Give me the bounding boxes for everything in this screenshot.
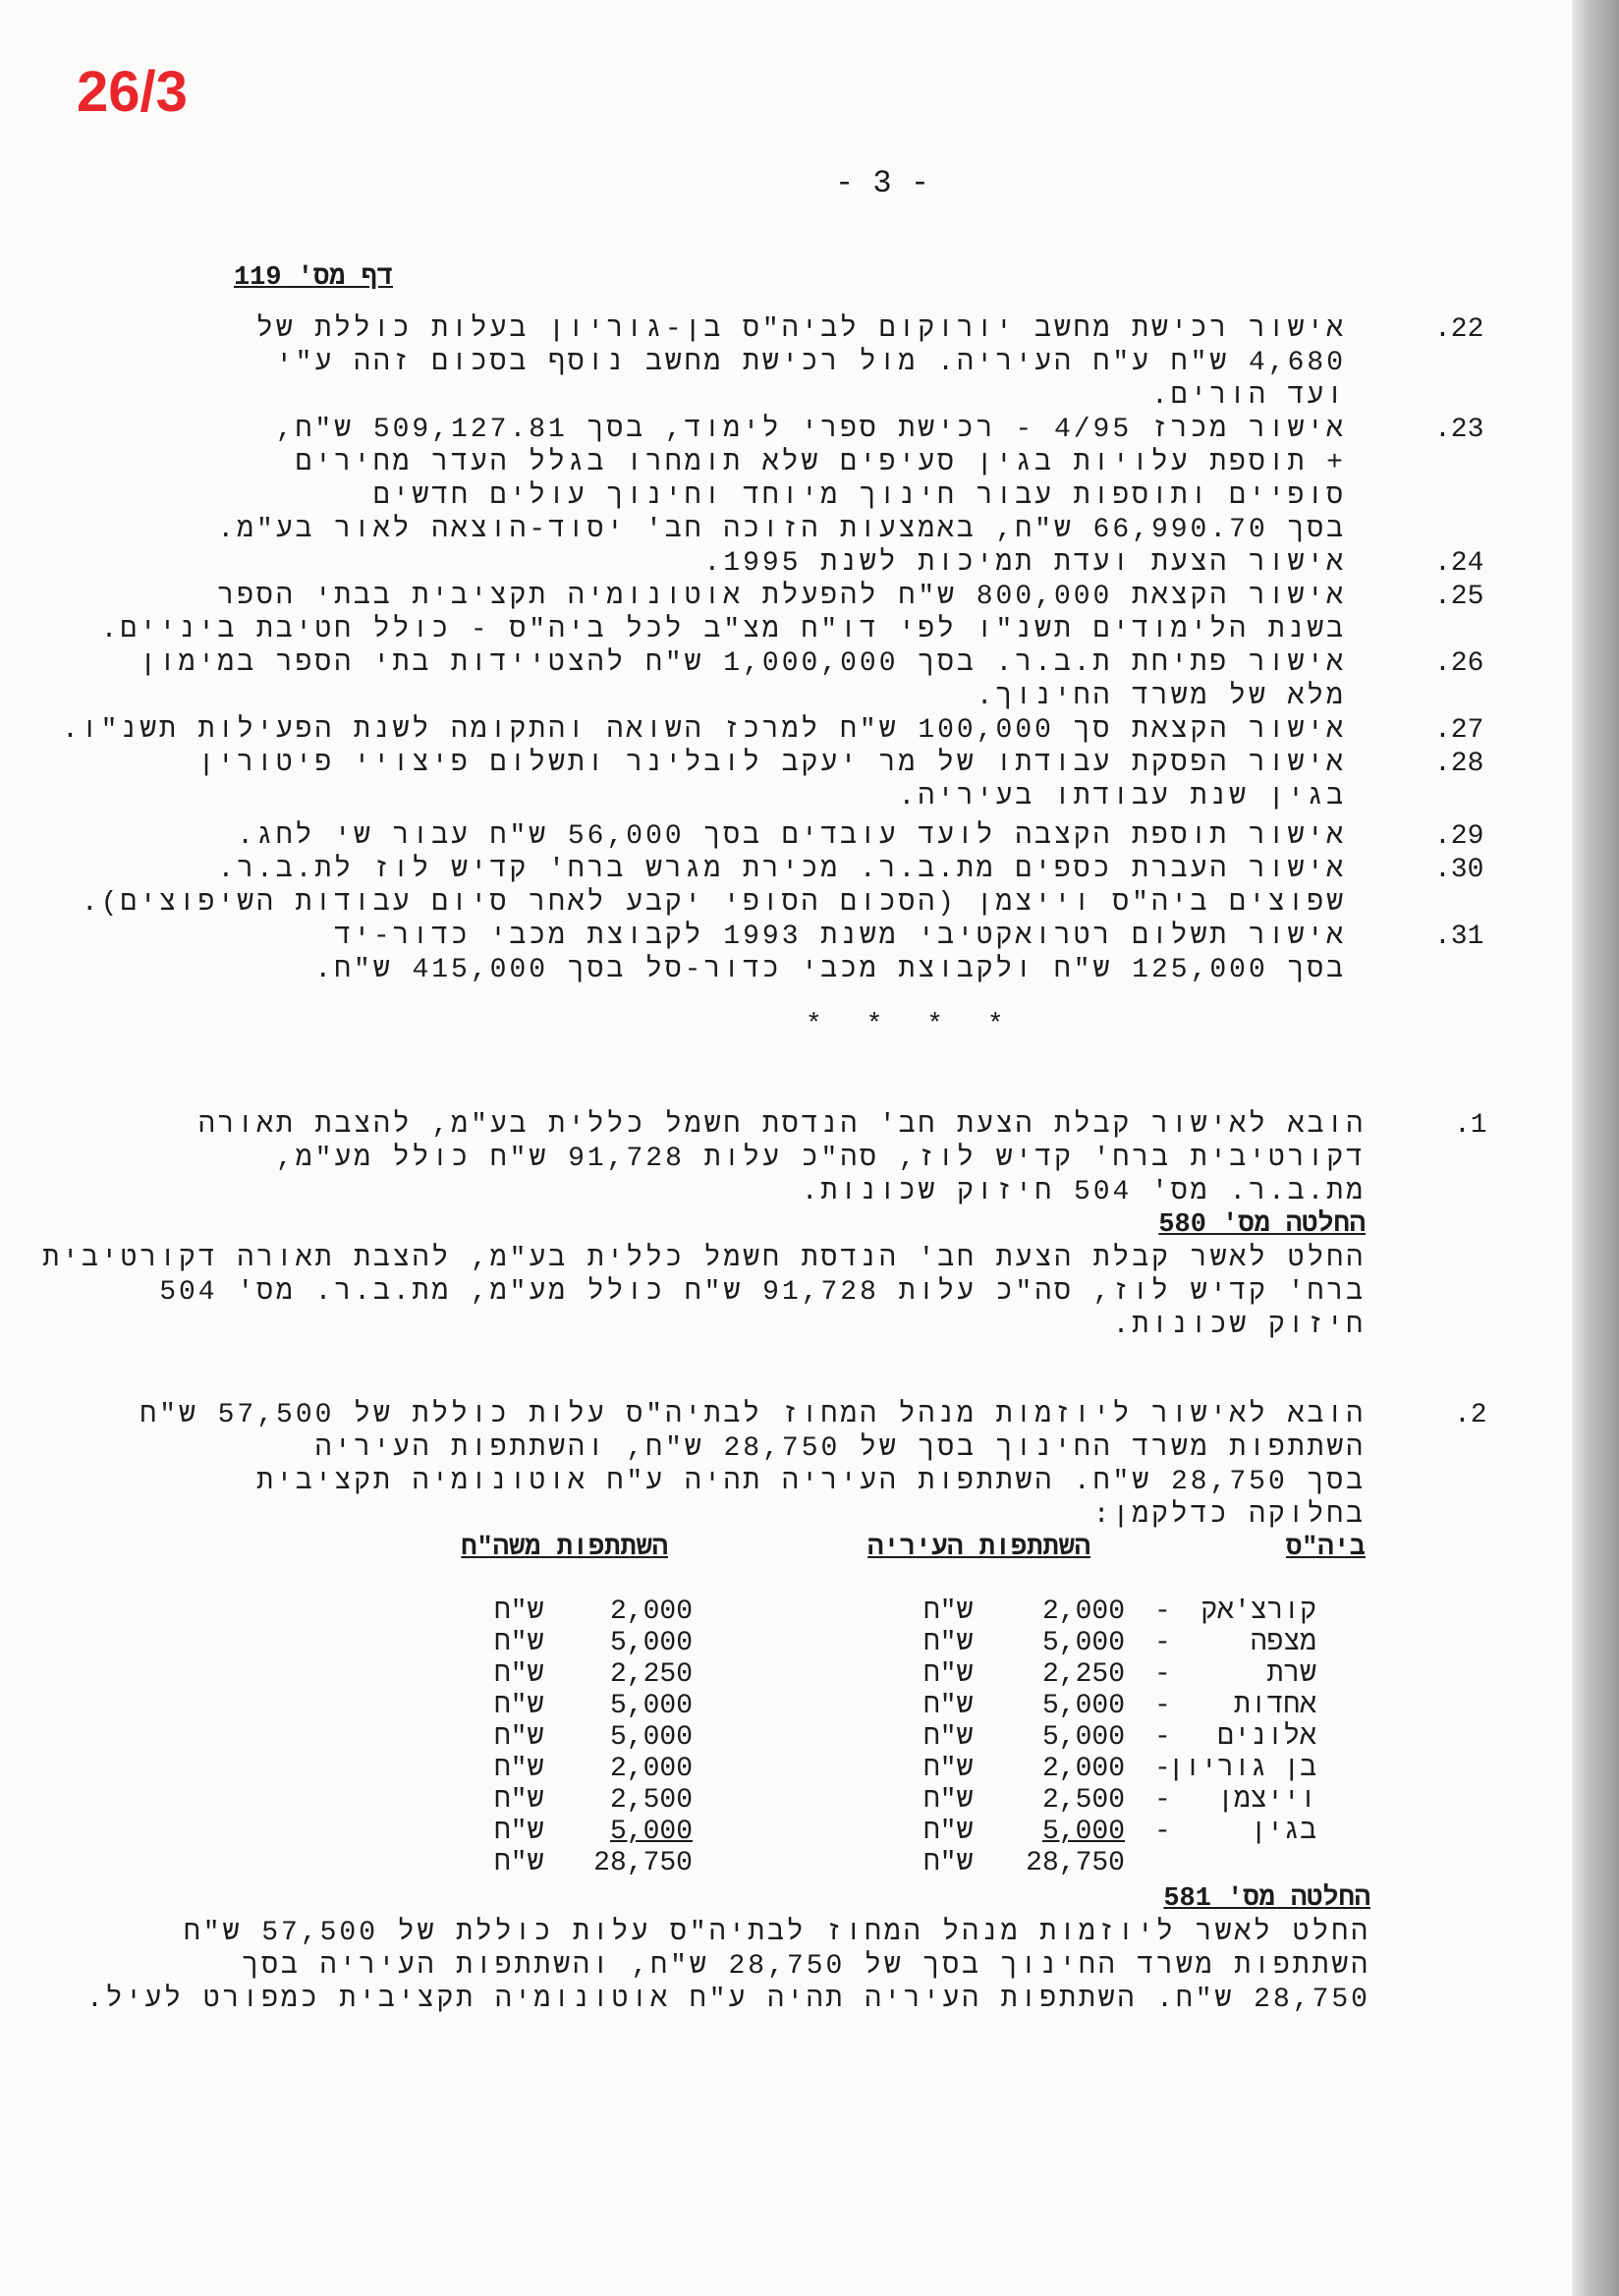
city-amount: 2,250	[1041, 1659, 1125, 1690]
school-name: בן גוריון	[1167, 1754, 1316, 1784]
section2-line: בסך 28,750 ש"ח. השתתפות העיריה תהיה ע"ח אוטונומיה תקציבית	[256, 1467, 1366, 1497]
ministry-currency: ש"ח	[494, 1754, 544, 1784]
item-line: אישור מכרז 4/95 - רכישת ספרי לימוד, בסך 509,127.81 ש"ח,	[275, 415, 1346, 445]
item-line: בסך 66,990.70 ש"ח, באמצעות הזוכה חב' יסוד-הוצאה לאור בע"מ.	[217, 515, 1346, 545]
ministry-currency: ש"ח	[494, 1628, 544, 1658]
item-line: ועד הורים.	[1150, 381, 1346, 412]
col-school-header: ביה"ס	[1285, 1534, 1366, 1563]
city-currency: ש"ח	[923, 1817, 974, 1847]
item-line: אישור תשלום רטרואקטיבי משנת 1993 לקבוצת מכבי כדור-יד	[334, 922, 1346, 952]
item-number: .25	[1434, 582, 1484, 612]
ministry-amount: 2,000	[609, 1596, 693, 1627]
school-name: אחדות	[1233, 1691, 1316, 1721]
school-name: מצפה	[1250, 1628, 1316, 1658]
col-city-header: השתתפות העיריה	[867, 1534, 1090, 1563]
ministry-amount: 2,000	[609, 1754, 693, 1784]
item-line: אישור הקצאת סך 100,000 ש"ח למרכז השואה והתקומה לשנת הפעילות תשנ"ו.	[62, 715, 1346, 746]
item-line: אישור העברת כספים מת.ב.ר. מכירת מגרש ברח' קדיש לוז לת.ב.ר.	[217, 855, 1346, 885]
city-currency: ש"ח	[923, 1628, 974, 1658]
school-name: וייצמן	[1217, 1785, 1316, 1816]
ministry-total: 28,750	[593, 1848, 693, 1878]
item-line: אישור הקצאת 800,000 ש"ח להפעלת אוטונומיה תקציבית בבתי הספר	[217, 582, 1346, 612]
ministry-amount: 5,000	[609, 1817, 693, 1847]
decision-580-line: חיזוק שכונות.	[1112, 1311, 1366, 1341]
city-amount: 5,000	[1041, 1722, 1125, 1753]
decision-581-heading: החלטה מס' 581	[1163, 1884, 1370, 1914]
decision-581-line: החלט לאשר ליוזמות מנהל המחוז לבתיה"ס עלות כוללת של 57,500 ש"ח	[184, 1918, 1370, 1948]
ministry-currency: ש"ח	[494, 1659, 544, 1690]
item-line: בגין שנת עבודתו בעיריה.	[898, 782, 1346, 812]
city-amount: 2,000	[1041, 1754, 1125, 1784]
col-ministry-header: השתתפות משה"ח	[461, 1534, 668, 1563]
item-line: אישור הפסקת עבודתו של מר יעקב לובלינר ותשלום פיצויי פיטורין	[197, 749, 1346, 779]
ministry-amount: 5,000	[609, 1628, 693, 1658]
section1-line: הובא לאישור קבלת הצעת חב' הנדסת חשמל כללית בע"מ, להצבת תאורה	[197, 1110, 1366, 1141]
decision-581-line: 28,750 ש"ח. השתתפות העיריה תהיה ע"ח אוטונומיה תקציבית כמפורט לעיל.	[86, 1985, 1370, 2015]
item-number: .27	[1434, 715, 1484, 746]
school-name: בגין	[1250, 1817, 1316, 1847]
ministry-amount: 5,000	[609, 1691, 693, 1721]
item-number: .31	[1434, 922, 1484, 952]
city-amount: 2,000	[1041, 1596, 1125, 1627]
item-line: + תוספת עלויות בגין סעיפים שלא תומחרו בגלל העדר מחירים	[295, 448, 1346, 478]
item-line: אישור הצעת ועדת תמיכות לשנת 1995.	[703, 548, 1346, 579]
school-name: קורצ'אק	[1200, 1596, 1316, 1627]
page-stamp: 26/3	[77, 60, 188, 124]
decision-580-line: ברח' קדיש לוז, סה"כ עלות 91,728 ש"ח כולל מע"מ, מת.ב.ר. מס' 504	[159, 1277, 1366, 1308]
separator-stars: * * * *	[806, 1010, 1018, 1040]
decision-580-line: החלט לאשר קבלת הצעת חב' הנדסת חשמל כללית בע"מ, להצבת תאורה דקורטיבית	[42, 1244, 1366, 1274]
city-currency: ש"ח	[923, 1596, 974, 1627]
row-dash: -	[1154, 1628, 1171, 1658]
section2-line: בחלוקה כדלקמן:	[1092, 1500, 1366, 1531]
item-number: .28	[1434, 749, 1484, 779]
item-line: מלא של משרד החינוך.	[976, 682, 1346, 712]
row-dash: -	[1154, 1754, 1171, 1784]
item-number: .29	[1434, 821, 1484, 852]
item-line: אישור תוספת הקצבה לועד עובדים בסך 56,000 ש"ח עבור שי לחג.	[237, 821, 1346, 852]
city-total: 28,750	[1026, 1848, 1125, 1878]
school-name: שרת	[1266, 1659, 1316, 1690]
ministry-amount: 5,000	[609, 1722, 693, 1753]
city-amount: 5,000	[1041, 1628, 1125, 1658]
page-edge-shadow	[1572, 0, 1619, 2296]
row-dash: -	[1154, 1722, 1171, 1753]
item-line: 4,680 ש"ח ע"ח העיריה. מול רכישת מחשב נוסף בסכום זהה ע"י	[275, 348, 1346, 378]
decision-581-line: השתתפות משרד החינוך בסך של 28,750 ש"ח, והשתתפות העיריה בסך	[242, 1951, 1370, 1982]
city-amount: 5,000	[1041, 1817, 1125, 1847]
city-currency: ש"ח	[923, 1659, 974, 1690]
item-line: בסך 125,000 ש"ח ולקבוצת מכבי כדור-סל בסך 415,000 ש"ח.	[314, 955, 1346, 985]
ministry-currency: ש"ח	[494, 1785, 544, 1816]
row-dash: -	[1154, 1691, 1171, 1721]
decision-580-heading: החלטה מס' 580	[1158, 1210, 1366, 1240]
item-line: בשנת הלימודים תשנ"ו לפי דו"ח מצ"ב לכל ביה"ס - כולל חטיבת ביניים.	[100, 615, 1346, 645]
ministry-currency: ש"ח	[494, 1691, 544, 1721]
city-currency: ש"ח	[923, 1722, 974, 1753]
sheet-heading: דף מס' 119	[233, 263, 393, 293]
section2-line: השתתפות משרד החינוך בסך של 28,750 ש"ח, והשתתפות העיריה	[314, 1433, 1366, 1464]
school-name: אלונים	[1217, 1722, 1316, 1753]
ministry-amount: 2,500	[609, 1785, 693, 1816]
ministry-currency: ש"ח	[494, 1722, 544, 1753]
page-number: - 3 -	[835, 165, 930, 201]
item-number: .22	[1434, 314, 1484, 345]
section2-line: הובא לאישור ליוזמות מנהל המחוז לבתיה"ס עלות כוללת של 57,500 ש"ח	[140, 1400, 1366, 1430]
row-dash: -	[1154, 1659, 1171, 1690]
city-amount: 2,500	[1041, 1785, 1125, 1816]
city-currency: ש"ח	[923, 1691, 974, 1721]
section2-number: .2	[1454, 1400, 1487, 1430]
city-currency: ש"ח	[923, 1848, 974, 1878]
item-number: .24	[1434, 548, 1484, 579]
city-currency: ש"ח	[923, 1754, 974, 1784]
ministry-amount: 2,250	[609, 1659, 693, 1690]
item-number: .30	[1434, 855, 1484, 885]
item-number: .26	[1434, 648, 1484, 679]
section1-line: דקורטיבית ברח' קדיש לוז, סה"כ עלות 91,728 ש"ח כולל מע"מ,	[276, 1144, 1366, 1174]
item-number: .23	[1434, 415, 1484, 445]
ministry-currency: ש"ח	[494, 1848, 544, 1878]
city-amount: 5,000	[1041, 1691, 1125, 1721]
section1-line: מת.ב.ר. מס' 504 חיזוק שכונות.	[801, 1177, 1366, 1207]
row-dash: -	[1154, 1817, 1171, 1847]
item-line: שפוצים ביה"ס וייצמן (הסכום הסופי יקבע לאחר סיום עבודות השיפוצים).	[81, 888, 1346, 919]
row-dash: -	[1154, 1596, 1171, 1627]
item-line: אישור רכישת מחשב יורוקום לביה"ס בן-גוריון בעלות כוללת של	[256, 314, 1346, 345]
item-line: סופיים ותוספות עבור חינוך מיוחד וחינוך עולים חדשים	[372, 481, 1346, 512]
ministry-currency: ש"ח	[494, 1817, 544, 1847]
row-dash: -	[1154, 1785, 1171, 1816]
section1-number: .1	[1454, 1110, 1487, 1141]
item-line: אישור פתיחת ת.ב.ר. בסך 1,000,000 ש"ח להצטיידות בתי הספר במימון	[140, 648, 1346, 679]
ministry-currency: ש"ח	[494, 1596, 544, 1627]
city-currency: ש"ח	[923, 1785, 974, 1816]
